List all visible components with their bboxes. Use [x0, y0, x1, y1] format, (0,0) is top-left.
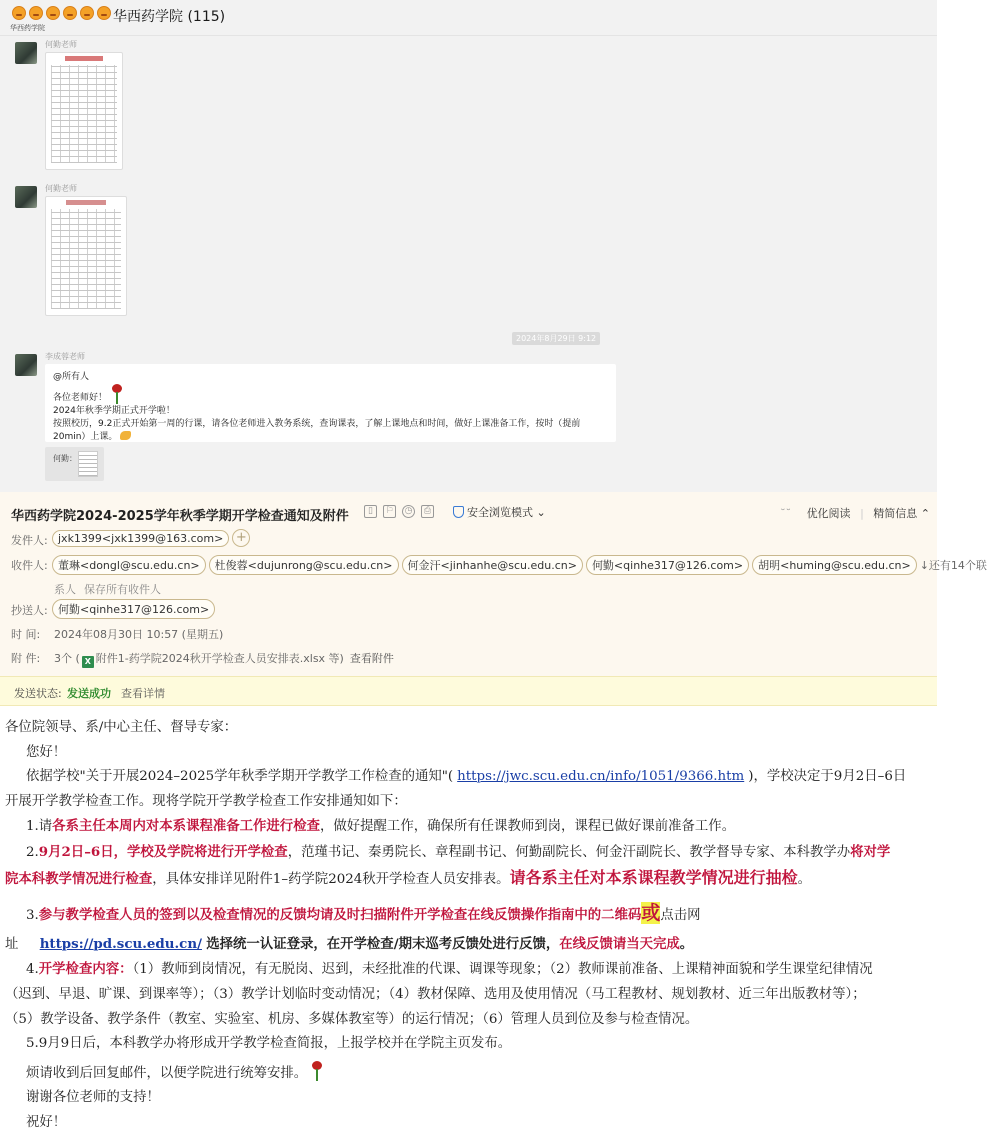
- item-4: [5, 957, 932, 983]
- status-detail-link[interactable]: 查看详情: [121, 687, 165, 700]
- image-attachment[interactable]: [45, 196, 127, 316]
- print-icon[interactable]: ⎙: [421, 505, 434, 518]
- greeting: 各位院领导、系/中心主任、督导专家：: [5, 720, 238, 735]
- item-2-cont: [5, 866, 932, 893]
- attach-label: 附 件:: [11, 652, 41, 665]
- item-3-highlight-2: 在线反馈请当天完成: [559, 935, 680, 952]
- paragraph-1-cont: 开展开学教学检查工作。现将学院开学教学检查工作安排通知如下：: [5, 793, 407, 809]
- optimize-read-link[interactable]: 优化阅读: [806, 507, 851, 520]
- item-2-text-2: ，具体安排详见附件1–药学院2024秋开学检查人员安排表。: [152, 871, 510, 887]
- item-3-or: 或: [641, 902, 661, 925]
- item-3-text: 点击网: [660, 908, 701, 924]
- mail-body: [5, 716, 932, 1136]
- closing-1: [5, 1061, 932, 1087]
- p1-text: 依据学校"关于开展2024–2025学年秋季学期开学教学工作检查的通知"(: [26, 769, 454, 785]
- view-attachments-link[interactable]: 查看附件: [349, 652, 394, 665]
- emoji-icon: [63, 6, 77, 20]
- chevron-up-icon[interactable]: ⌃: [920, 507, 930, 520]
- to-label: 收件人:: [11, 559, 48, 572]
- compact-info-link[interactable]: 精简信息: [873, 507, 918, 520]
- mail-subject: 华西药学院2024-2025学年秋季学期开学检查通知及附件: [11, 509, 349, 524]
- message-line: 各位老师好！: [53, 393, 108, 403]
- sender-chip[interactable]: jxk1399<jxk1399@163.com>: [52, 530, 229, 547]
- safe-mode-toggle[interactable]: [453, 504, 546, 520]
- recipient-chip[interactable]: 胡明<huming@scu.edu.cn>: [752, 555, 917, 575]
- item-2-highlight-2: 将对学: [850, 843, 891, 860]
- paragraph-1: [5, 765, 932, 790]
- recipient-row: [52, 555, 987, 575]
- recipient-chip[interactable]: 杜俊蓉<dujunrong@scu.edu.cn>: [209, 555, 399, 575]
- emoji-icon: [12, 6, 26, 20]
- p1-text-2: )，学校决定于9月2日–6日: [748, 769, 907, 785]
- group-subtitle: 华西药学院: [10, 24, 45, 32]
- attachment-summary: [54, 650, 394, 668]
- item-2: [5, 840, 932, 866]
- cc-label: 抄送人:: [11, 604, 48, 617]
- add-contact-icon[interactable]: +: [232, 529, 250, 547]
- emoji-icon: [46, 6, 60, 20]
- cc-row: [52, 599, 218, 619]
- flag-icon[interactable]: ⚐: [383, 505, 396, 518]
- item-3-bold: 选择统一认证登录，在开学检查/期末巡考反馈处进行反馈，: [206, 935, 560, 952]
- clock-icon[interactable]: ◷: [402, 505, 415, 518]
- salutation: 您好！: [26, 744, 67, 760]
- item-1: [5, 814, 932, 840]
- bookmark-icon[interactable]: ▯: [364, 505, 377, 518]
- mail-header: [0, 492, 987, 676]
- message-line: 按照校历，9.2正式开始第一周的行课，请各位老师进入教务系统，查询课表，了解上课地点和时间，做好上课准备工作，按时（提前20min）上课。: [53, 419, 581, 442]
- closing-2: 谢谢各位老师的支持！: [26, 1090, 160, 1106]
- message-sender: 李成蓉老师: [45, 352, 85, 361]
- recipient-chip[interactable]: 何金汗<jinhanhe@scu.edu.cn>: [402, 555, 583, 575]
- recipient-row-2: [54, 581, 169, 597]
- item-1-highlight: 各系主任本周内对本系课程准备工作进行检查: [52, 818, 320, 835]
- status-label: 发送状态:: [14, 687, 62, 700]
- emoji-row: [12, 6, 111, 20]
- rose-icon: [309, 1061, 323, 1081]
- status-value: 发送成功: [67, 687, 111, 700]
- item-4-cont: （迟到、早退、旷课、到课率等）；（3）教学计划临时变动情况；（4）教材保障、选用及使用情况（马工程教材、规划教材、近三年出版教材等）；: [5, 986, 866, 1002]
- shield-icon: [453, 506, 464, 518]
- mail-toolbar: [364, 505, 434, 518]
- header-links: ˘˘ 优化阅读 | 精简信息 ⌃: [780, 507, 930, 520]
- item-2-highlight: 9月2日–6日，学校及学院将进行开学检查: [38, 843, 288, 860]
- item-5: 5.9月9日后，本科教学办将形成开学教学检查简报，上报学校并在学院主页发布。: [26, 1036, 512, 1052]
- image-attachment[interactable]: [45, 52, 123, 170]
- item-1-num: 1.请: [26, 819, 53, 835]
- cc-chip[interactable]: 何勤<qinhe317@126.com>: [52, 599, 215, 619]
- save-all-recipients-link[interactable]: 保存所有收件人: [84, 583, 161, 596]
- item-3-text-2: 址: [5, 936, 19, 952]
- group-title[interactable]: 华西药学院 (115): [113, 9, 226, 25]
- emoji-icon: [29, 6, 43, 20]
- item-3-end: 。: [679, 935, 694, 952]
- quoted-reply[interactable]: [45, 447, 104, 481]
- chevron-down-icon: ⌄: [536, 506, 546, 519]
- avatar[interactable]: [15, 354, 37, 376]
- from-row: [52, 529, 250, 547]
- item-4-cont-2: （5）教学设备、教学条件（教室、实验室、机房、多媒体教室等）的运行情况；（6）管理人员到位及参与检查情况。: [5, 1011, 699, 1027]
- recipient-chip[interactable]: 何勤<qinhe317@126.com>: [586, 555, 749, 575]
- pd-link[interactable]: https://pd.scu.edu.cn/: [39, 935, 202, 952]
- sent-time: 2024年08月30日 10:57 (星期五): [54, 628, 224, 641]
- muscle-icon: [120, 431, 131, 440]
- more-icon[interactable]: ˘˘: [780, 507, 792, 520]
- message-bubble[interactable]: [45, 364, 616, 442]
- message-line: 2024年秋季学期正式开学啦！: [53, 406, 175, 416]
- time-label: 时 间:: [11, 628, 41, 641]
- rose-icon: [109, 384, 123, 404]
- emoji-icon: [97, 6, 111, 20]
- attachment-count: 3个 (: [54, 652, 80, 665]
- item-1-text: ，做好提醒工作，确保所有任课教师到岗，课程已做好课前准备工作。: [319, 819, 736, 835]
- item-3: [5, 901, 932, 929]
- more-recipients-link[interactable]: ↓还有14个联: [919, 559, 987, 572]
- jwc-link[interactable]: https://jwc.scu.edu.cn/info/1051/9366.htm: [457, 769, 745, 785]
- message-sender: 何勤老师: [45, 40, 77, 49]
- closing-3: 祝好！: [26, 1114, 67, 1130]
- recipient-chip[interactable]: 董琳<dongl@scu.edu.cn>: [52, 555, 206, 575]
- item-3-num: 3.: [26, 908, 39, 924]
- emoji-icon: [80, 6, 94, 20]
- item-3-cont: [5, 932, 932, 958]
- closing-1-text: 烦请收到后回复邮件，以便学院进行统筹安排。: [26, 1065, 308, 1081]
- item-2-text: ，范瑾书记、秦勇院长、章程副书记、何勤副院长、何金汗副院长、教学督导专家、本科教学办: [287, 844, 851, 860]
- avatar[interactable]: [15, 186, 37, 208]
- item-4-highlight: 开学检查内容：: [38, 961, 133, 978]
- chat-panel: [0, 0, 937, 492]
- item-4-text: （1）教师到岗情况，有无脱岗、迟到，未经批准的代课、调课等现象；（2）教师课前准备、上课精神面貌和学生课堂纪律情况: [132, 962, 873, 978]
- send-status-bar: [0, 676, 937, 706]
- from-label: 发件人:: [11, 534, 48, 547]
- avatar[interactable]: [15, 42, 37, 64]
- excel-icon: X: [82, 656, 94, 668]
- safe-mode-label: 安全浏览模式: [467, 506, 533, 519]
- message-line: @所有人: [53, 372, 90, 382]
- document-thumbnail-icon: [78, 451, 98, 477]
- item-2-end: 。: [797, 871, 811, 887]
- attachment-name[interactable]: 附件1-药学院2024秋开学检查人员安排表.xlsx 等): [95, 652, 344, 665]
- item-2-num: 2.: [26, 844, 39, 860]
- more-recipients-link-2[interactable]: 系人: [54, 583, 76, 596]
- reply-label: 何勤：: [53, 454, 77, 463]
- item-2-emphasis: 请各系主任对本系课程教学情况进行抽检: [509, 867, 798, 887]
- item-2-highlight-3: 院本科教学情况进行检查: [5, 870, 153, 887]
- item-4-num: 4.: [26, 962, 39, 978]
- message-sender: 何勤老师: [45, 184, 77, 193]
- item-3-highlight: 参与教学检查人员的签到以及检查情况的反馈均请及时扫描附件开学检查在线反馈操作指南中的二维码: [38, 907, 642, 924]
- chat-header: [0, 0, 937, 36]
- message-timestamp: 2024年8月29日 9:12: [512, 332, 600, 345]
